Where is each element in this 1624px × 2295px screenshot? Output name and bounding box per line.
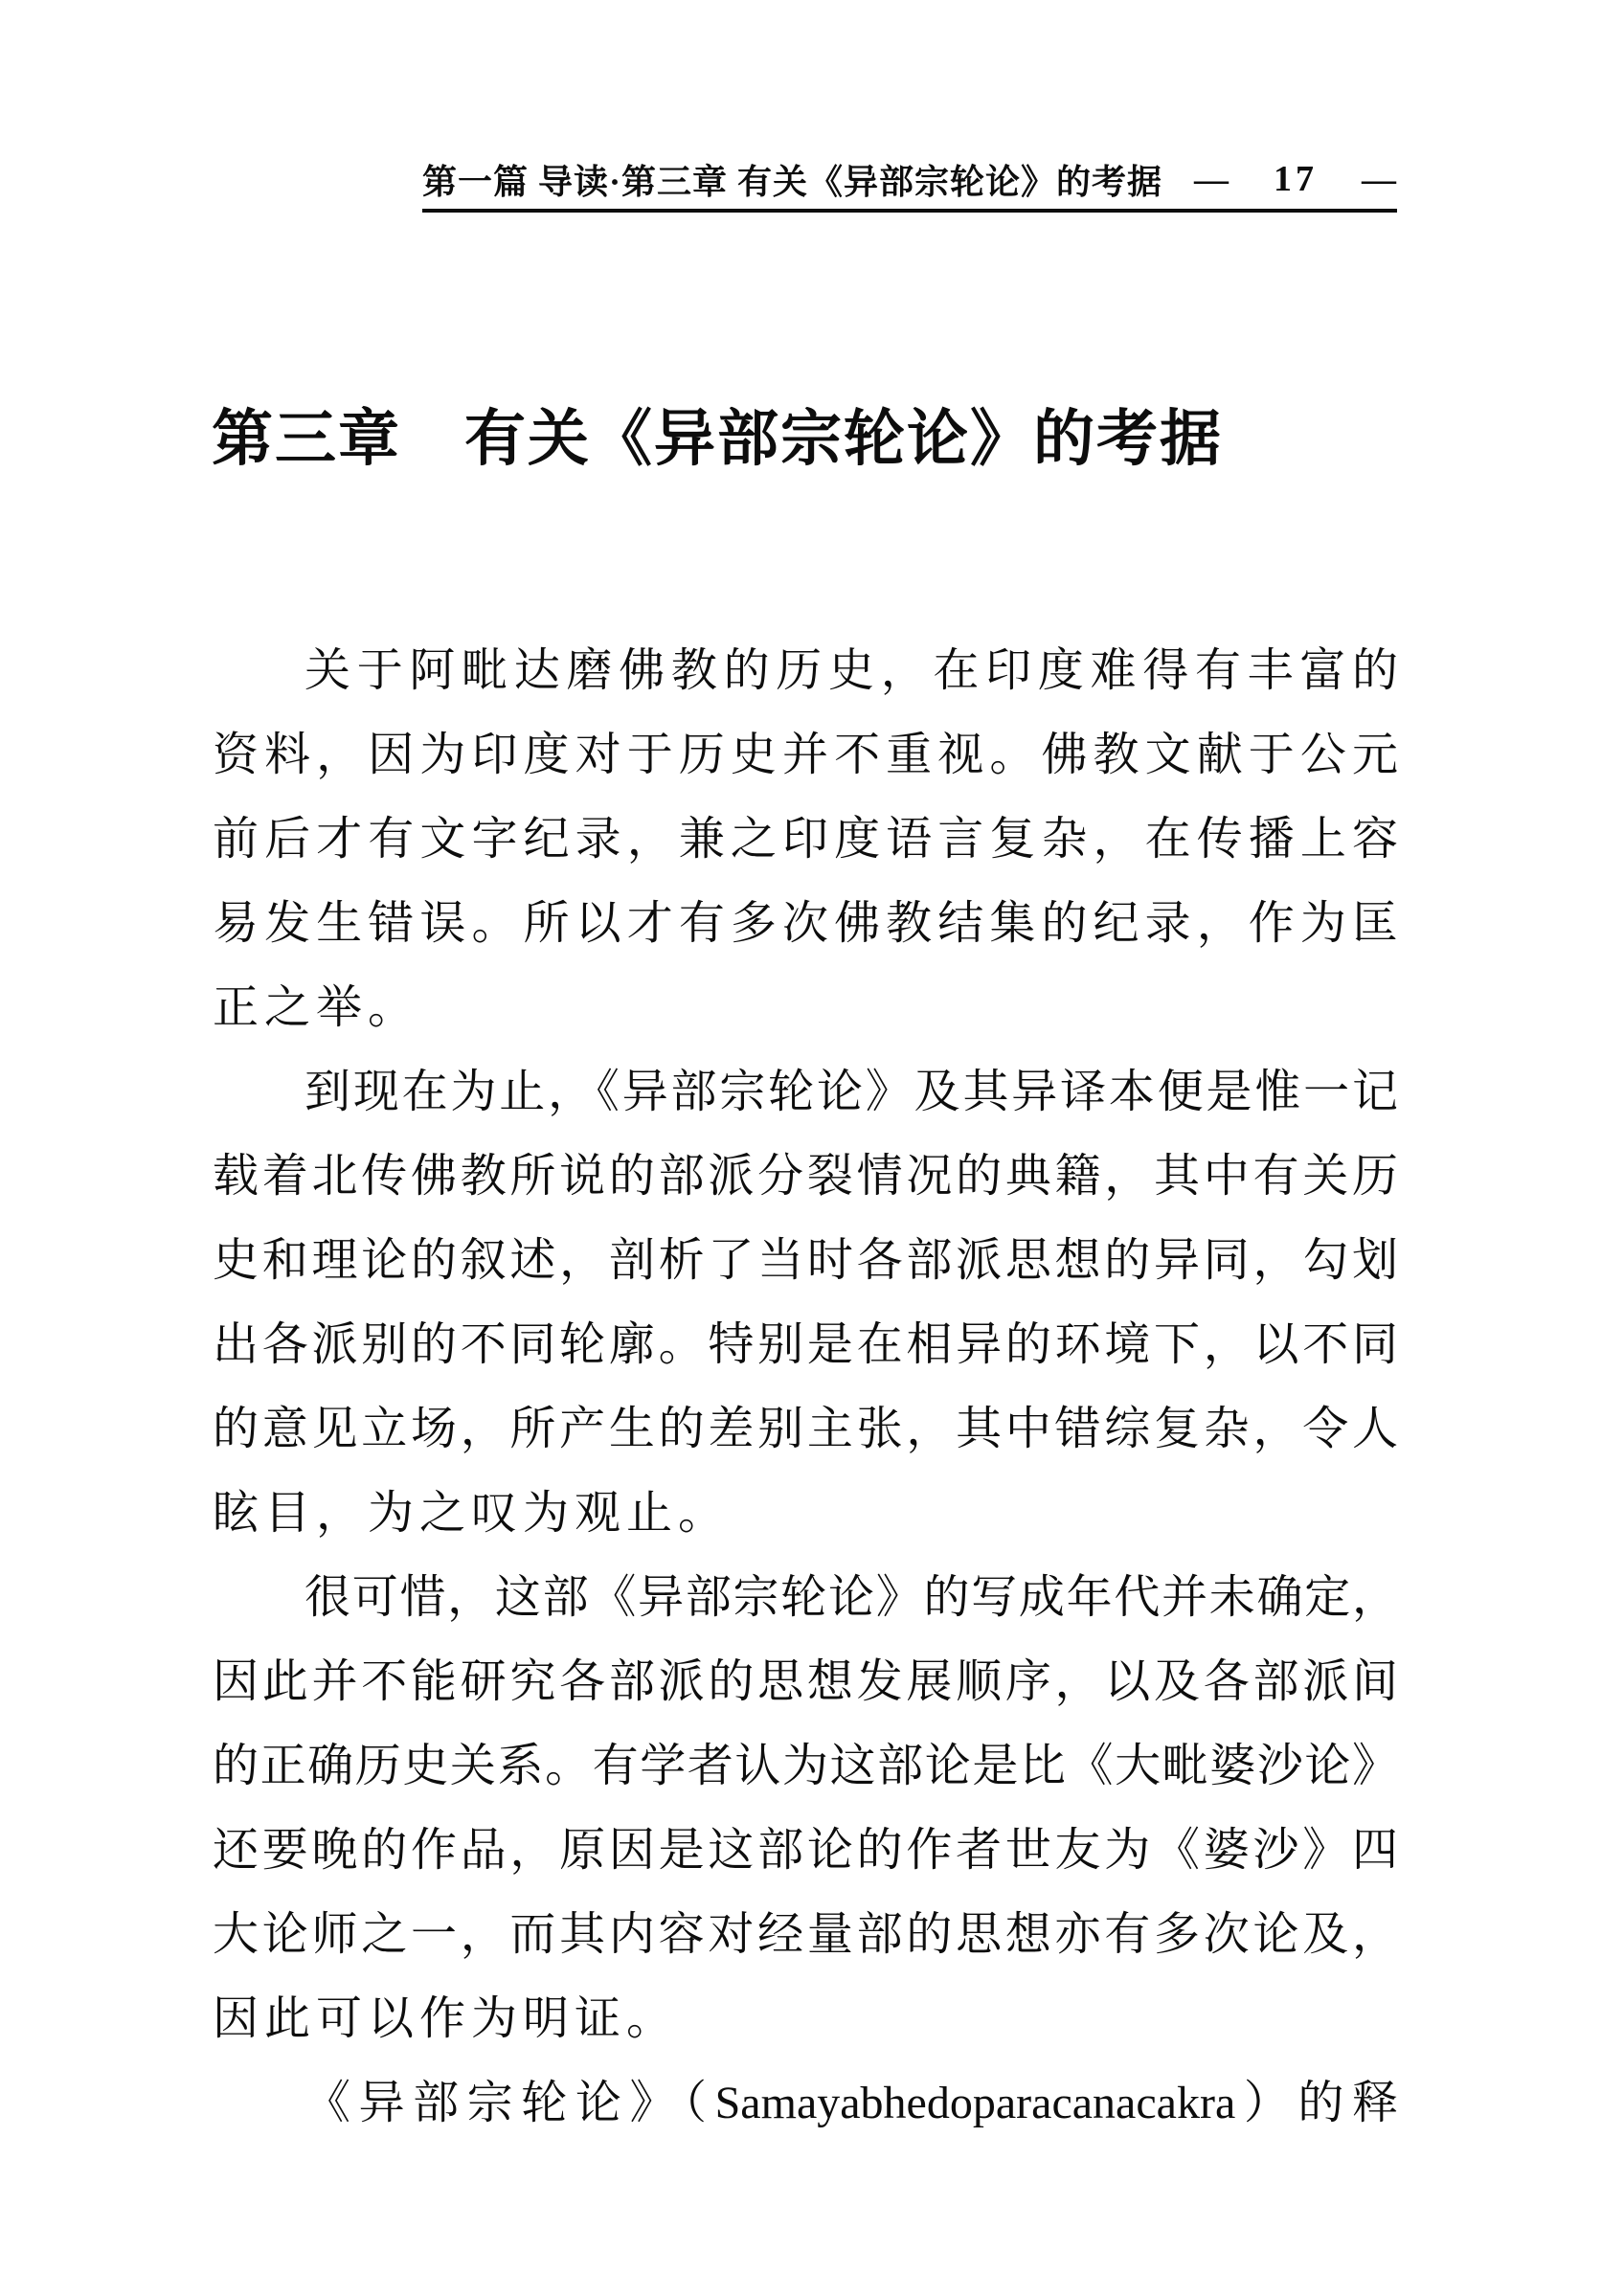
text-line: 史和理论的叙述，剖析了当时各部派思想的异同，勾划 xyxy=(213,1235,1398,1286)
chapter-title: 第三章 有关《异部宗轮论》的考据 xyxy=(212,405,1223,473)
text-line: 因此可以作为明证。 xyxy=(213,1993,679,2044)
text-line: 的正确历史关系。有学者认为这部论是比《大毗婆沙论》 xyxy=(213,1741,1398,1791)
page-number: 17 xyxy=(1274,159,1318,199)
text-line: 前后才有文字纪录，兼之印度语言复杂，在传播上容 xyxy=(213,814,1398,865)
body-text xyxy=(213,629,1398,2146)
text-line: 易发生错误。所以才有多次佛教结集的纪录，作为匡 xyxy=(213,898,1398,949)
text-line: 《异部宗轮论》（Samayabhedoparacanacakra）的释 xyxy=(304,2078,1398,2128)
header-dash-left: — xyxy=(1194,160,1229,198)
running-header xyxy=(422,149,1397,213)
text-line: 载着北传佛教所说的部派分裂情况的典籍，其中有关历 xyxy=(213,1151,1398,1202)
text-line: 出各派别的不同轮廓。特别是在相异的环境下，以不同 xyxy=(213,1319,1398,1370)
running-header-text: 第一篇 导读·第三章 有关《异部宗轮论》的考据 xyxy=(422,162,1163,201)
text-line: 的意见立场，所产生的差别主张，其中错综复杂，令人 xyxy=(213,1404,1398,1454)
text-line: 到现在为止，《异部宗轮论》及其异译本便是惟一记 xyxy=(304,1067,1398,1117)
text-line: 大论师之一，而其内容对经量部的思想亦有多次论及， xyxy=(213,1909,1398,1960)
page-number-group xyxy=(1194,158,1397,200)
text-line: 资料，因为印度对于历史并不重视。佛教文献于公元 xyxy=(213,730,1398,780)
text-line: 关于阿毗达磨佛教的历史，在印度难得有丰富的 xyxy=(304,645,1398,696)
text-line: 很可惜，这部《异部宗轮论》的写成年代并未确定， xyxy=(304,1572,1398,1623)
text-line: 眩目，为之叹为观止。 xyxy=(213,1488,731,1539)
text-line: 还要晚的作品，原因是这部论的作者世友为《婆沙》四 xyxy=(213,1825,1398,1876)
header-dash-right: — xyxy=(1362,160,1397,198)
text-line: 正之举。 xyxy=(213,982,420,1033)
text-line: 因此并不能研究各部派的思想发展顺序，以及各部派间 xyxy=(213,1656,1398,1707)
